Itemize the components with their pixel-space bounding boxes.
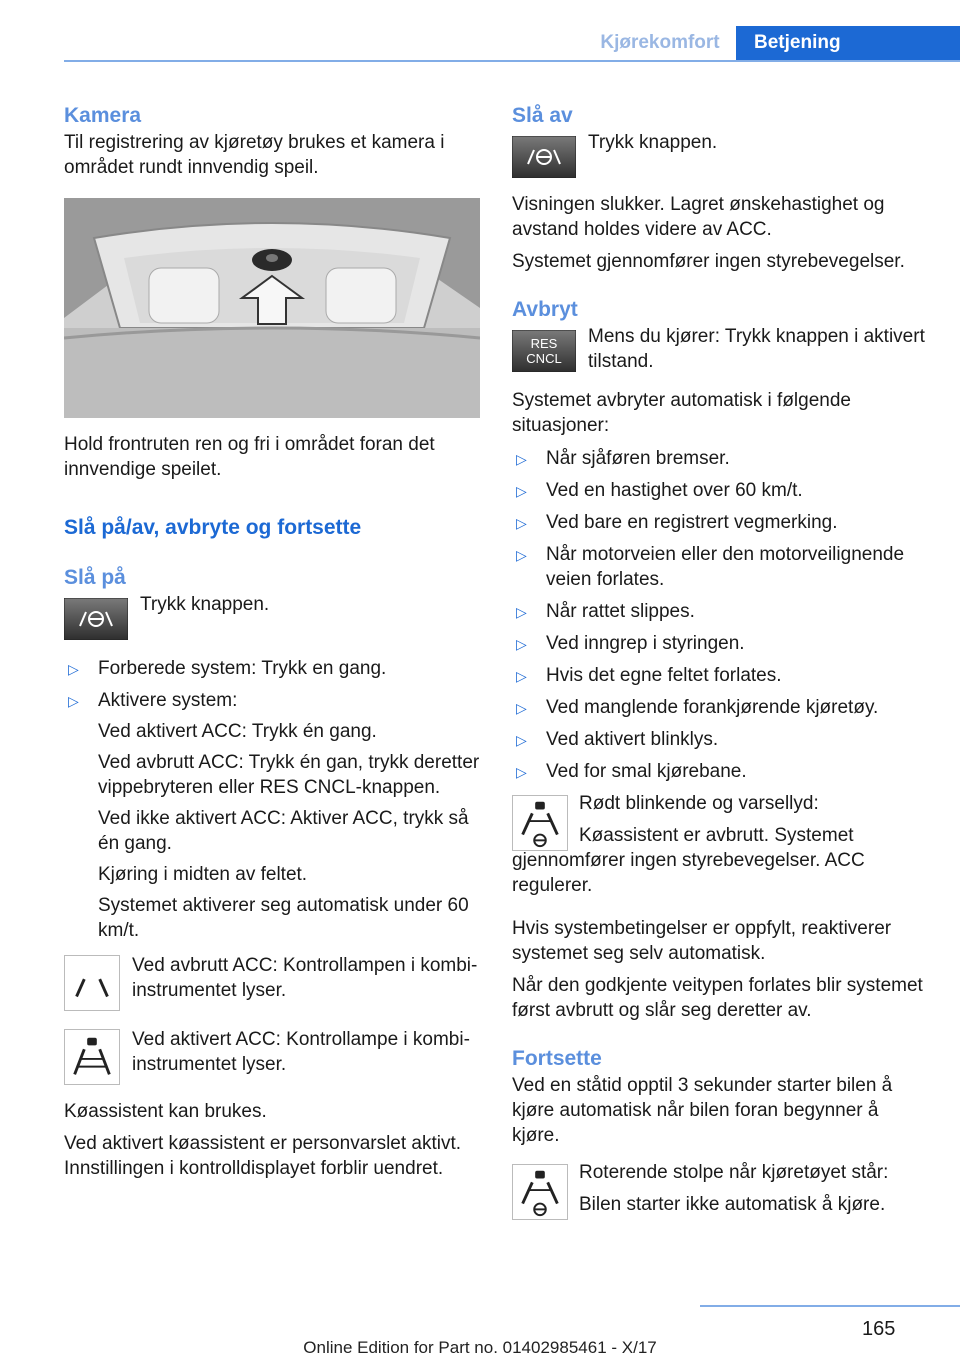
off-text: Trykk knappen.	[588, 132, 718, 153]
edition-text: Online Edition for Part no. 01402985461 - X/17	[303, 1338, 657, 1357]
lane-assist-button-icon	[64, 598, 128, 640]
pole-line2: Bilen starter ikke automatisk å kjøre.	[579, 1194, 886, 1215]
on-row	[64, 592, 480, 640]
left-para1: Køassistent kan brukes.	[64, 1101, 267, 1122]
page-header	[0, 0, 960, 62]
list-item: ▷ Når rattet slippes.	[512, 599, 928, 624]
sub-text: Ved ikke aktivert ACC: Aktiver ACC, trykk så én gang.	[98, 808, 469, 854]
header-chapter: Betjening	[736, 26, 960, 60]
right-column	[512, 102, 928, 1217]
triangle-icon: ▷	[516, 668, 527, 684]
abort-text: Mens du kjører: Trykk knappen i aktivert tilstand.	[588, 326, 925, 372]
right-para1: Hvis systembetingelser er oppfylt, reaktiverer systemet seg selv automatisk.	[512, 918, 892, 964]
off-para1: Visningen slukker. Lagret ønskehastighet og avstand holdes videre av ACC.	[512, 194, 885, 240]
list-item: ▷ Forberede system: Trykk en gang.	[64, 656, 480, 681]
on-text: Trykk knappen.	[140, 594, 270, 615]
section-heading: Slå på/av, avbryte og fortsette	[64, 516, 362, 539]
page-number: 165	[862, 1318, 896, 1340]
lamp1-text: Ved avbrutt ACC: Kontrollampen i kombi-instrumentet lyser.	[132, 955, 478, 1001]
triangle-icon: ▷	[68, 693, 79, 709]
triangle-icon: ▷	[516, 636, 527, 652]
res-label: RES	[530, 336, 558, 351]
triangle-icon: ▷	[516, 764, 527, 780]
list-item: ▷ Ved manglende forankjørende kjøretøy.	[512, 695, 928, 720]
left-para2: Ved aktivert køassistent er personvarslet aktivt. Innstillingen i kontrolldisplayet forblir uendret.	[64, 1133, 462, 1179]
off-heading: Slå av	[512, 104, 573, 127]
lamp2-text: Ved aktivert ACC: Kontrollampe i kombi-instrumentet lyser.	[132, 1029, 470, 1075]
triangle-icon: ▷	[516, 483, 527, 499]
header-section: Kjørekomfort	[600, 32, 720, 53]
lamp2-row	[64, 1027, 480, 1085]
list-item: ▷ Ved bare en registrert vegmerking.	[512, 510, 928, 535]
triangle-icon: ▷	[516, 732, 527, 748]
res-cncl-button-icon	[512, 330, 576, 372]
pole-block	[512, 1160, 928, 1217]
list-item: ▷ Ved for smal kjørebane.	[512, 759, 928, 784]
list-item: ▷ Når sjåføren bremser.	[512, 446, 928, 471]
list-item: ▷ Ved aktivert blinklys.	[512, 727, 928, 752]
camera-illustration	[64, 198, 480, 418]
triangle-icon: ▷	[516, 700, 527, 716]
triangle-icon: ▷	[68, 661, 79, 677]
kamera-heading: Kamera	[64, 104, 142, 127]
lane-assist-button-icon	[512, 136, 576, 178]
kamera-note: Hold frontruten ren og fri i området foran det innvendige speilet.	[64, 434, 435, 480]
cncl-label: CNCL	[526, 351, 562, 366]
list-item: ▷ Når motorveien eller den motorveilignende veien forlates.	[516, 544, 905, 590]
continue-heading: Fortsette	[512, 1047, 602, 1070]
off-row	[512, 130, 928, 178]
left-column	[64, 102, 480, 1181]
triangle-icon: ▷	[516, 604, 527, 620]
sub-text: Systemet aktiverer seg automatisk under 60 km/t.	[98, 895, 469, 941]
triangle-icon: ▷	[516, 451, 527, 467]
abort-heading: Avbryt	[512, 298, 578, 321]
sub-text: Kjøring i midten av feltet.	[98, 864, 308, 885]
list-item: ▷ Ved inngrep i styringen.	[512, 631, 928, 656]
right-para2: Når den godkjente veitypen forlates blir systemet først avbrutt og slår seg deretter av.	[512, 975, 923, 1021]
on-heading: Slå på	[64, 566, 126, 589]
sub-text: Ved aktivert ACC: Trykk én gang.	[98, 721, 377, 742]
sub-text: Ved avbrutt ACC: Trykk én gan, trykk deretter vippebryteren eller RES CNCL-knappen.	[98, 752, 480, 798]
kamera-text: Til registrering av kjøretøy brukes et kamera i området rundt innvendig speil.	[64, 132, 445, 178]
lamp1-row	[64, 953, 480, 1011]
red-warning-block	[512, 791, 928, 898]
lane-lamp-icon	[64, 955, 120, 1011]
abort-para: Systemet avbryter automatisk i følgende situasjoner:	[512, 390, 851, 436]
list-item: ▷ Aktivere system:	[64, 688, 480, 713]
continue-text: Ved en ståtid opptil 3 sekunder starter bilen å kjøre automatisk når bilen foran begynner å kjøre.	[512, 1075, 893, 1146]
red-line2: Køassistent er avbrutt. Systemet gjennomfører ingen styrebevegelser. ACC regulerer.	[512, 825, 865, 896]
rotating-pole-icon	[512, 1164, 568, 1220]
triangle-icon: ▷	[516, 515, 527, 531]
on-steps	[64, 656, 480, 713]
traffic-jam-assist-icon	[64, 1029, 120, 1085]
header-rule	[64, 60, 960, 62]
abort-row	[512, 324, 928, 374]
red-line1: Rødt blinkende og varsellyd:	[579, 793, 819, 814]
list-item: ▷ Ved en hastighet over 60 km/t.	[512, 478, 928, 503]
footer-rule	[700, 1305, 960, 1307]
off-para2: Systemet gjennomfører ingen styrebevegelser.	[512, 251, 905, 272]
pole-line1: Roterende stolpe når kjøretøyet står:	[579, 1162, 889, 1183]
traffic-jam-warning-icon	[512, 795, 568, 851]
triangle-icon: ▷	[516, 547, 527, 563]
list-item: ▷ Hvis det egne feltet forlates.	[512, 663, 928, 688]
abort-situations	[512, 446, 928, 784]
